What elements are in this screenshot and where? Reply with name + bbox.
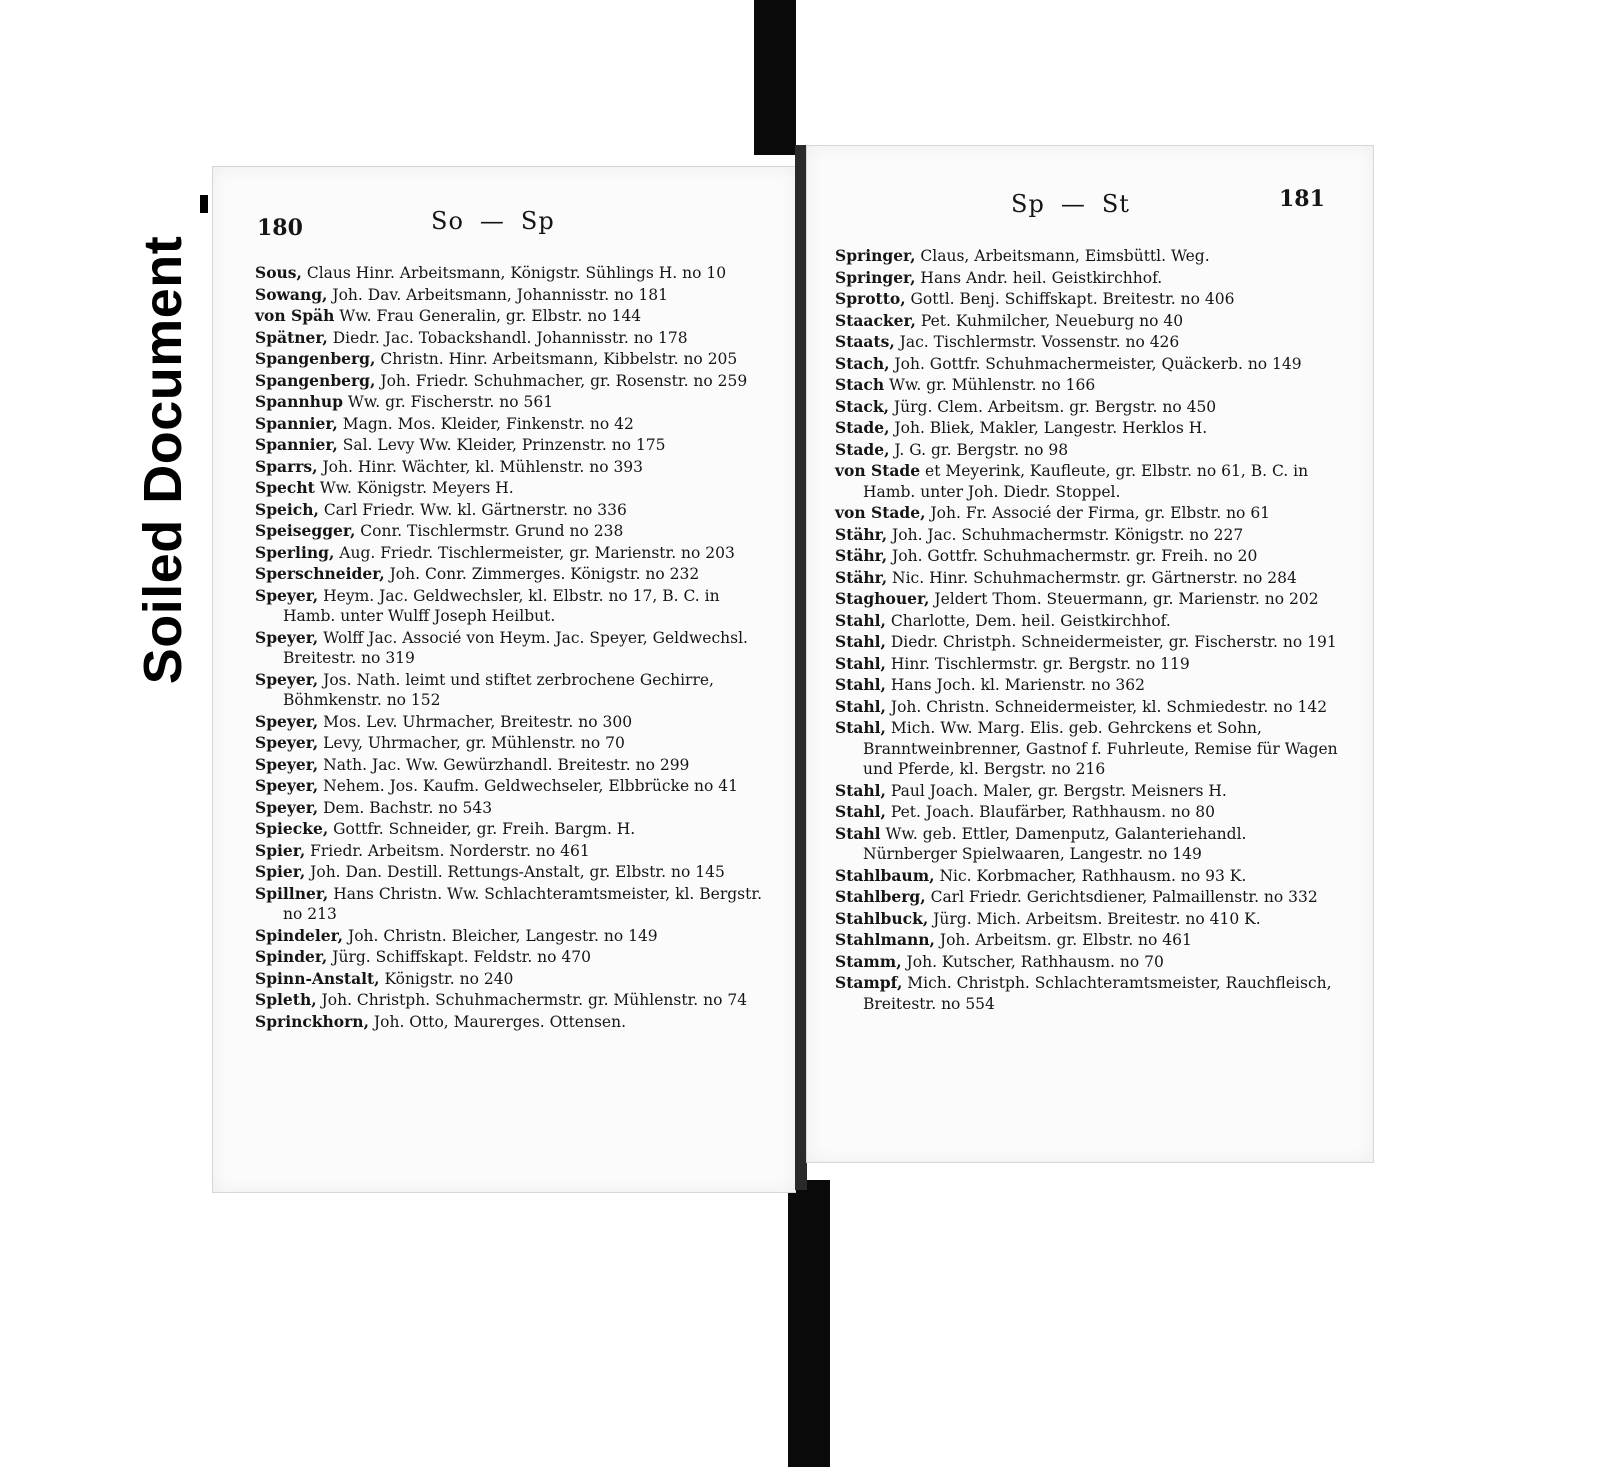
entry-name: Sowang, xyxy=(255,284,328,304)
directory-entry xyxy=(255,884,763,925)
directory-entry xyxy=(835,824,1343,865)
entry-details: Diedr. Jac. Tobackshandl. Johannisstr. no 178 xyxy=(327,328,688,347)
entry-name: Spinder, xyxy=(255,947,328,966)
entry-name: Stahlbuck, xyxy=(835,908,929,928)
entry-details: Jürg. Clem. Arbeitsm. gr. Bergstr. no 450 xyxy=(888,397,1217,416)
entry-details: Gottfr. Schneider, gr. Freih. Bargm. H. xyxy=(328,820,636,838)
directory-entry xyxy=(255,521,763,542)
directory-entry xyxy=(255,628,763,669)
entry-name: Stahl, xyxy=(835,696,886,716)
left-entries-list xyxy=(255,263,763,1033)
entry-details: Joh. Gottfr. Schuhmachermstr. gr. Freih. no 20 xyxy=(887,547,1258,565)
entry-details: Mich. Ww. Marg. Elis. geb. Gehrckens et Sohn, Branntweinbrenner, Gastnof f. Fuhrleute, Remise für Wagen und Pferde, kl. Bergstr. no 216 xyxy=(863,719,1338,778)
entry-details: Gottl. Benj. Schiffskapt. Breitestr. no 406 xyxy=(905,290,1235,308)
directory-entry xyxy=(255,263,763,284)
directory-entry xyxy=(835,952,1343,973)
entry-details: Ww. Frau Generalin, gr. Elbstr. no 144 xyxy=(334,307,642,325)
entry-name: Sperling, xyxy=(255,542,335,562)
entry-details: Nehem. Jos. Kaufm. Geldwechseler, Elbbrücke no 41 xyxy=(318,777,739,795)
directory-entry xyxy=(255,1012,763,1033)
entry-name: Stade, xyxy=(835,439,890,459)
entry-details: Pet. Joach. Blaufärber, Rathhausm. no 80 xyxy=(885,803,1215,821)
entry-details: Jos. Nath. leimt und stiftet zerbrochene Gechirre, Böhmkenstr. no 152 xyxy=(283,670,714,709)
directory-entry xyxy=(255,414,763,435)
directory-entry xyxy=(835,503,1343,524)
entry-name: Stade, xyxy=(835,418,890,437)
entry-details: Joh. Hinr. Wächter, kl. Mühlenstr. no 393 xyxy=(317,457,644,476)
directory-entry xyxy=(835,332,1343,353)
entry-details: Joh. Arbeitsm. gr. Elbstr. no 461 xyxy=(934,931,1192,949)
entry-name: Stach xyxy=(835,375,885,394)
directory-entry xyxy=(835,289,1343,310)
entry-name: Spindeler, xyxy=(255,925,344,945)
directory-entry xyxy=(835,440,1343,461)
entry-name: Stamm, xyxy=(835,951,902,971)
right-page xyxy=(806,145,1374,1163)
entry-details: Ww. Königstr. Meyers H. xyxy=(314,479,514,497)
entry-name: Speyer, xyxy=(255,797,319,817)
directory-entry xyxy=(255,926,763,947)
entry-details: Hans Joch. kl. Marienstr. no 362 xyxy=(885,676,1145,694)
entry-name: Specht xyxy=(255,478,315,497)
entry-name: Spiecke, xyxy=(255,819,329,838)
binding-strip-top xyxy=(754,0,796,155)
right-page-number: 181 xyxy=(1279,186,1325,212)
entry-name: Speyer, xyxy=(255,776,319,795)
directory-entry xyxy=(255,478,763,499)
entry-name: Stahl, xyxy=(835,780,886,800)
entry-details: Hans Andr. heil. Geistkirchhof. xyxy=(915,268,1163,287)
entry-name: Stack, xyxy=(835,396,889,416)
right-running-head-to: St xyxy=(1101,190,1130,218)
directory-entry xyxy=(255,543,763,564)
entry-details: Joh. Jac. Schuhmachermstr. Königstr. no 227 xyxy=(887,525,1244,544)
entry-details: Sal. Levy Ww. Kleider, Prinzenstr. no 175 xyxy=(337,436,666,454)
directory-entry xyxy=(255,371,763,392)
directory-entry xyxy=(835,568,1343,589)
entry-name: Springer, xyxy=(835,246,916,265)
directory-entry xyxy=(835,654,1343,675)
entry-name: Stähr, xyxy=(835,524,888,544)
entry-name: Stahl, xyxy=(835,802,886,821)
directory-entry xyxy=(255,841,763,862)
entry-details: Joh. Dan. Destill. Rettungs-Anstalt, gr. Elbstr. no 145 xyxy=(305,863,725,881)
directory-entry xyxy=(255,819,763,840)
directory-entry xyxy=(835,246,1343,267)
directory-entry xyxy=(255,670,763,711)
entry-name: Staats, xyxy=(835,332,895,351)
directory-entry xyxy=(835,589,1343,610)
entry-name: Stahlberg, xyxy=(835,887,926,906)
entry-details: Levy, Uhrmacher, gr. Mühlenstr. no 70 xyxy=(318,734,625,752)
directory-entry xyxy=(835,611,1343,632)
directory-entry xyxy=(835,354,1343,375)
entry-details: Joh. Fr. Associé der Firma, gr. Elbstr. no 61 xyxy=(925,504,1271,522)
directory-entry xyxy=(835,930,1343,951)
entry-name: Spannier, xyxy=(255,435,338,454)
directory-entry xyxy=(835,375,1343,396)
entry-details: Aug. Friedr. Tischlermeister, gr. Marienstr. no 203 xyxy=(334,543,735,562)
directory-entry xyxy=(835,802,1343,823)
entry-name: Stahl, xyxy=(835,610,886,630)
directory-entry xyxy=(255,947,763,968)
left-page xyxy=(212,166,796,1193)
directory-entry xyxy=(835,887,1343,908)
entry-name: Stahl, xyxy=(835,653,886,673)
left-running-head-to: Sp xyxy=(520,207,555,235)
entry-details: Paul Joach. Maler, gr. Bergstr. Meisners H. xyxy=(885,781,1227,800)
entry-details: Joh. Dav. Arbeitsmann, Johannisstr. no 181 xyxy=(327,285,668,304)
left-running-head-from: So xyxy=(431,207,464,235)
entry-name: Stähr, xyxy=(835,546,888,565)
entry-name: Springer, xyxy=(835,267,916,287)
entry-details: Christn. Hinr. Arbeitsmann, Kibbelstr. no 205 xyxy=(375,350,738,368)
directory-entry xyxy=(255,755,763,776)
entry-details: Joh. Friedr. Schuhmacher, gr. Rosenstr. no 259 xyxy=(375,371,748,390)
entry-name: Speyer, xyxy=(255,754,319,774)
entry-name: von Stade, xyxy=(835,503,926,522)
entry-name: Sprinckhorn, xyxy=(255,1011,369,1031)
entry-name: Speisegger, xyxy=(255,521,356,540)
entry-details: Mos. Lev. Uhrmacher, Breitestr. no 300 xyxy=(318,712,633,731)
entry-name: Stahl xyxy=(835,823,881,843)
directory-entry xyxy=(255,328,763,349)
directory-entry xyxy=(255,392,763,413)
entry-details: Nic. Hinr. Schuhmachermstr. gr. Gärtnerstr. no 284 xyxy=(887,568,1297,587)
entry-details: Joh. Gottfr. Schuhmachermeister, Quäckerb. no 149 xyxy=(889,354,1302,373)
directory-entry xyxy=(255,435,763,456)
directory-entry xyxy=(835,418,1343,439)
entry-name: Staghouer, xyxy=(835,589,930,608)
directory-entry xyxy=(255,969,763,990)
right-running-head-dash: — xyxy=(1060,190,1086,218)
entry-details: Magn. Mos. Kleider, Finkenstr. no 42 xyxy=(337,414,634,433)
directory-entry xyxy=(255,586,763,627)
directory-entry xyxy=(835,973,1343,1014)
entry-name: Spier, xyxy=(255,862,306,881)
entry-name: Stahl, xyxy=(835,718,886,737)
directory-entry xyxy=(835,525,1343,546)
directory-entry xyxy=(835,268,1343,289)
entry-details: Hans Christn. Ww. Schlachteramtsmeister, kl. Bergstr. no 213 xyxy=(283,884,762,923)
entry-details: Joh. Kutscher, Rathhausm. no 70 xyxy=(901,952,1164,971)
directory-entry xyxy=(835,909,1343,930)
entry-name: Spannhup xyxy=(255,392,343,411)
left-running-head-dash: — xyxy=(479,207,505,235)
entry-name: Spätner, xyxy=(255,327,328,347)
entry-name: von Stade xyxy=(835,461,921,480)
entry-details: et Meyerink, Kaufleute, gr. Elbstr. no 61, B. C. in Hamb. unter Joh. Diedr. Stoppel. xyxy=(863,462,1309,501)
entry-name: Sperschneider, xyxy=(255,564,385,583)
entry-name: Stampf, xyxy=(835,973,903,992)
entry-details: Carl Friedr. Gerichtsdiener, Palmaillenstr. no 332 xyxy=(925,888,1318,906)
entry-name: Stach, xyxy=(835,353,890,373)
entry-name: Stahl, xyxy=(835,632,886,651)
entry-name: Sprotto, xyxy=(835,289,906,308)
entry-details: Charlotte, Dem. heil. Geistkirchhof. xyxy=(885,611,1171,630)
directory-entry xyxy=(255,990,763,1011)
entry-name: Spangenberg, xyxy=(255,370,376,390)
entry-name: Stähr, xyxy=(835,567,888,587)
right-running-head-from: Sp xyxy=(1011,190,1045,218)
entry-name: Speyer, xyxy=(255,627,319,647)
directory-entry xyxy=(835,461,1343,502)
entry-name: Speyer, xyxy=(255,733,319,752)
entry-details: Nath. Jac. Ww. Gewürzhandl. Breitestr. no 299 xyxy=(318,755,690,774)
entry-details: Ww. geb. Ettler, Damenputz, Galanteriehandl. Nürnberger Spielwaaren, Langestr. no 149 xyxy=(863,824,1247,863)
entry-details: Jac. Tischlermstr. Vossenstr. no 426 xyxy=(894,333,1180,351)
directory-entry xyxy=(255,457,763,478)
entry-details: Hinr. Tischlermstr. gr. Bergstr. no 119 xyxy=(885,654,1190,673)
entry-name: Speich, xyxy=(255,499,319,519)
entry-name: Speyer, xyxy=(255,711,319,731)
directory-entry xyxy=(255,285,763,306)
directory-entry xyxy=(835,866,1343,887)
entry-details: Diedr. Christph. Schneidermeister, gr. Fischerstr. no 191 xyxy=(885,633,1337,651)
left-running-head xyxy=(431,207,555,235)
stamp-label: Soiled Document xyxy=(133,235,193,685)
entry-name: Stahlbaum, xyxy=(835,865,935,885)
entry-details: Heym. Jac. Geldwechsler, kl. Elbstr. no 17, B. C. in Hamb. unter Wulff Joseph Heilbut. xyxy=(283,586,720,625)
entry-details: Joh. Otto, Maurerges. Ottensen. xyxy=(368,1012,626,1031)
directory-entry xyxy=(835,697,1343,718)
entry-details: Conr. Tischlermstr. Grund no 238 xyxy=(355,522,624,540)
entry-details: Pet. Kuhmilcher, Neueburg no 40 xyxy=(915,311,1184,330)
directory-entry xyxy=(255,564,763,585)
directory-entry xyxy=(255,862,763,883)
entry-details: Ww. gr. Fischerstr. no 561 xyxy=(343,393,554,411)
entry-details: Jürg. Mich. Arbeitsm. Breitestr. no 410 K. xyxy=(928,909,1261,928)
entry-name: von Späh xyxy=(255,306,335,325)
entry-name: Sous, xyxy=(255,263,302,282)
entry-details: Joh. Christn. Bleicher, Langestr. no 149 xyxy=(343,926,658,945)
right-running-head xyxy=(1011,190,1130,218)
entry-details: Claus, Arbeitsmann, Eimsbüttl. Weg. xyxy=(915,247,1210,265)
entry-name: Spangenberg, xyxy=(255,349,376,368)
entry-details: Mich. Christph. Schlachteramtsmeister, Rauchfleisch, Breitestr. no 554 xyxy=(863,974,1332,1013)
directory-entry xyxy=(255,349,763,370)
entry-details: Dem. Bachstr. no 543 xyxy=(318,798,493,817)
entry-details: Ww. gr. Mühlenstr. no 166 xyxy=(884,376,1096,394)
entry-name: Spinn-Anstalt, xyxy=(255,968,380,988)
directory-entry xyxy=(835,718,1343,780)
entry-name: Spleth, xyxy=(255,990,317,1009)
directory-entry xyxy=(255,798,763,819)
directory-entry xyxy=(835,311,1343,332)
entry-details: Joh. Christn. Schneidermeister, kl. Schmiedestr. no 142 xyxy=(885,697,1328,716)
entry-name: Sparrs, xyxy=(255,456,318,476)
binding-strip-bottom xyxy=(788,1180,830,1467)
entry-name: Spier, xyxy=(255,840,306,860)
entry-name: Speyer, xyxy=(255,585,319,605)
entry-details: Carl Friedr. Ww. kl. Gärtnerstr. no 336 xyxy=(318,500,627,519)
entry-details: Jürg. Schiffskapt. Feldstr. no 470 xyxy=(327,948,592,966)
entry-name: Spillner, xyxy=(255,883,329,903)
directory-entry xyxy=(255,712,763,733)
directory-entry xyxy=(255,776,763,797)
stamp-bar xyxy=(200,195,208,213)
directory-entry xyxy=(835,546,1343,567)
directory-entry xyxy=(255,500,763,521)
entry-name: Staacker, xyxy=(835,310,916,330)
entry-details: Wolff Jac. Associé von Heym. Jac. Speyer, Geldwechsl. Breitestr. no 319 xyxy=(283,628,748,667)
entry-details: J. G. gr. Bergstr. no 98 xyxy=(889,440,1069,459)
left-page-number: 180 xyxy=(257,215,303,241)
right-entries-list xyxy=(835,246,1343,1015)
entry-details: Jeldert Thom. Steuermann, gr. Marienstr. no 202 xyxy=(929,590,1319,608)
directory-entry xyxy=(255,306,763,327)
entry-details: Joh. Conr. Zimmerges. Königstr. no 232 xyxy=(384,565,700,583)
entry-name: Spannier, xyxy=(255,413,338,433)
entry-details: Joh. Christph. Schuhmachermstr. gr. Mühlenstr. no 74 xyxy=(316,991,748,1009)
entry-details: Königstr. no 240 xyxy=(379,969,514,988)
directory-entry xyxy=(835,781,1343,802)
entry-name: Stahlmann, xyxy=(835,930,935,949)
directory-entry xyxy=(835,397,1343,418)
entry-details: Claus Hinr. Arbeitsmann, Königstr. Sühlings H. no 10 xyxy=(301,264,727,282)
directory-entry xyxy=(835,632,1343,653)
soiled-document-stamp xyxy=(118,195,208,725)
entry-details: Friedr. Arbeitsm. Norderstr. no 461 xyxy=(305,841,590,860)
entry-details: Nic. Korbmacher, Rathhausm. no 93 K. xyxy=(934,866,1247,885)
entry-name: Stahl, xyxy=(835,675,886,694)
entry-details: Joh. Bliek, Makler, Langestr. Herklos H. xyxy=(889,419,1208,437)
directory-entry xyxy=(835,675,1343,696)
entry-name: Speyer, xyxy=(255,669,319,689)
directory-entry xyxy=(255,733,763,754)
